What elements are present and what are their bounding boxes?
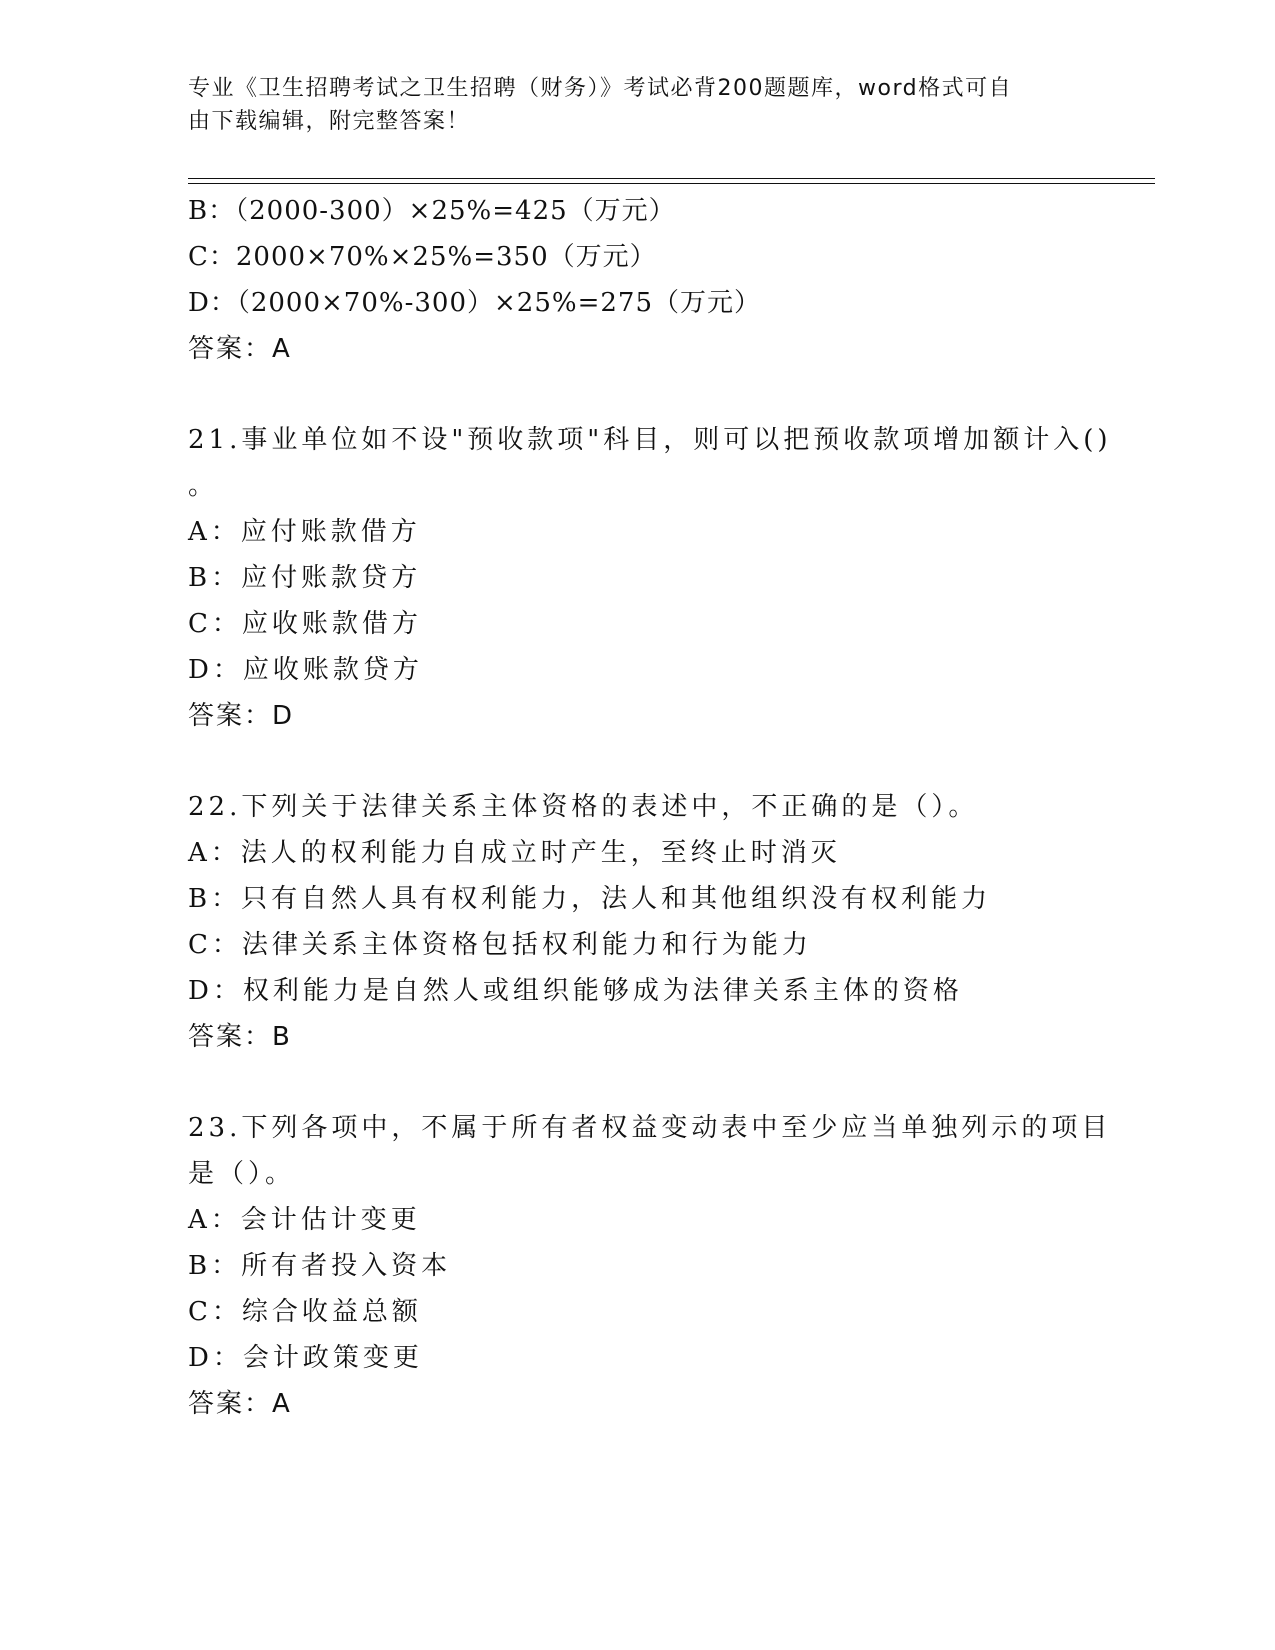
answer-line: 答案：B: [188, 1022, 292, 1052]
option-d: D：应收账款贷方: [188, 655, 423, 685]
option-c: C：法律关系主体资格包括权利能力和行为能力: [188, 930, 812, 960]
option-b: B：应付账款贷方: [188, 563, 422, 593]
option-d: D：（2000×70%-300）×25%=275（万元）: [188, 288, 761, 318]
answer-line: 答案：A: [188, 334, 292, 364]
question-stem: 22.下列关于法律关系主体资格的表述中，不正确的是（）。: [188, 792, 979, 822]
header-divider: [188, 178, 1155, 184]
option-b: B：所有者投入资本: [188, 1251, 452, 1281]
question-stem-continued: 。: [188, 471, 219, 501]
document-header: [188, 72, 1068, 138]
question-23: [188, 1105, 1112, 1427]
answer-line: 答案：A: [188, 1389, 292, 1419]
header-line-2: 由下载编辑，附完整答案！: [188, 109, 471, 134]
option-a: A：法人的权利能力自成立时产生，至终止时消灭: [188, 838, 841, 868]
option-c: C：2000×70%×25%=350（万元）: [188, 242, 657, 272]
question-22: [188, 784, 1088, 1060]
question-stem: 21.事业单位如不设"预收款项"科目，则可以把预收款项增加额计入(): [188, 425, 1112, 455]
question-stem-continued: 是（）。: [188, 1159, 296, 1189]
question-20-continued: [188, 188, 1088, 372]
header-line-1: 专业《卫生招聘考试之卫生招聘（财务）》考试必背200题题库，word格式可自: [188, 76, 1013, 101]
option-c: C：综合收益总额: [188, 1297, 422, 1327]
option-d: D：会计政策变更: [188, 1343, 423, 1373]
question-stem: 23.下列各项中，不属于所有者权益变动表中至少应当单独列示的项目: [188, 1113, 1112, 1143]
option-c: C：应收账款借方: [188, 609, 422, 639]
option-b: B：只有自然人具有权利能力，法人和其他组织没有权利能力: [188, 884, 992, 914]
question-21: [188, 417, 1112, 739]
option-d: D：权利能力是自然人或组织能够成为法律关系主体的资格: [188, 976, 963, 1006]
answer-line: 答案：D: [188, 701, 295, 731]
option-a: A：会计估计变更: [188, 1205, 421, 1235]
document-body: [188, 188, 1112, 1427]
option-a: A：应付账款借方: [188, 517, 421, 547]
option-b: B：（2000-300）×25%=425（万元）: [188, 196, 676, 226]
